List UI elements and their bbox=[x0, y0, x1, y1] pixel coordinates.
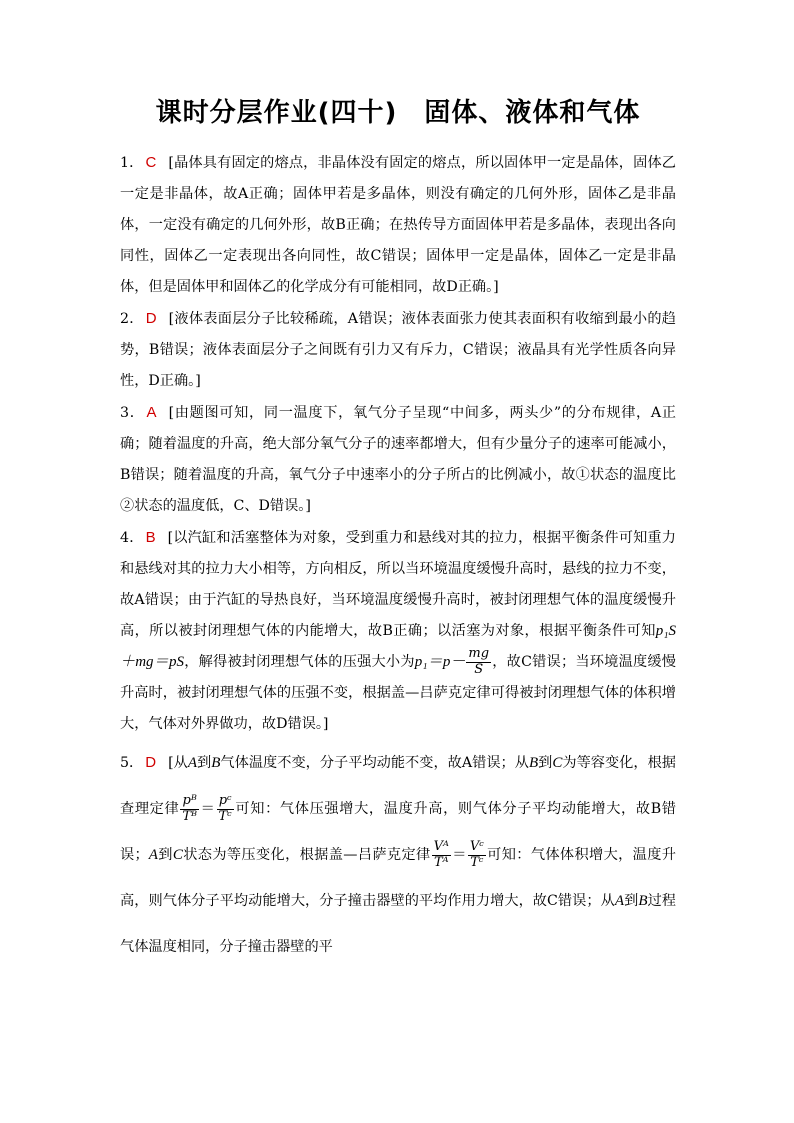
explanation-text: ，解得被封闭理想气体的压强大小为 bbox=[184, 654, 415, 670]
state-b: B bbox=[528, 755, 539, 771]
answer-item-1 bbox=[120, 147, 676, 303]
state-c: C bbox=[552, 755, 563, 771]
explanation-text: 到 bbox=[538, 755, 553, 771]
fraction-denominator: Tᶜ bbox=[470, 854, 484, 870]
fraction-vc-over-tc bbox=[468, 840, 486, 870]
fraction-pc-over-tc bbox=[217, 794, 234, 824]
fraction-numerator: Vᶜ bbox=[469, 839, 484, 855]
explanation-text: 过程气体温度相同，分子撞击器壁的平 bbox=[120, 893, 676, 955]
explanation-text: ，故C错误；当环境温度缓慢升高时，被封闭理想气体的压强不变，根据盖—吕萨克定律可得被封闭理想气体的体积增大，气体对外界做功，故D错误。] bbox=[120, 654, 676, 732]
explanation-text: [液体表面层分子比较稀疏，A错误；液体表面张力使其表面积有收缩到最小的趋势，B错误；液体表面层分子之间既有引力又有斥力，C错误；液晶具有光学性质各向异性，D正确。] bbox=[120, 311, 676, 389]
fraction-numerator: pᶜ bbox=[217, 794, 234, 809]
answer-letter: B bbox=[145, 529, 156, 546]
page-title: 课时分层作业(四十) 固体、液体和气体 bbox=[155, 98, 641, 128]
state-a: A bbox=[614, 893, 625, 909]
fraction-denominator: S bbox=[474, 661, 484, 677]
state-b: B bbox=[211, 755, 221, 771]
answer-item-5 bbox=[120, 740, 676, 970]
explanation-text: [晶体具有固定的熔点，非晶体没有固定的熔点，所以固体甲一定是晶体，固体乙一定是非晶体，故A正确；固体甲若是多晶体，则没有确定的几何外形，固体乙是非晶体，一定没有确定的几何外形，故B正确；在热传导方面固体甲若是多晶体，表现出各向同性，固体乙一定表现出各向同性，故C错误；固体甲一定是晶体，固体乙一定是非晶体，但是固体甲和固体乙的化学成分有可能相同，故D正确。] bbox=[120, 155, 676, 295]
explanation-text: 可知：气体压强增大，温度升高，则气体分子平均动能增大，故B错误； bbox=[120, 801, 676, 863]
state-a: A bbox=[148, 847, 158, 863]
explanation-text: [由题图可知，同一温度下，氧气分子呈现“中间多，两头少”的分布规律，A正确；随着温度的升高，绝大部分氧气分子的速率都增大，但有少量分子的速率可能减小，B错误；随着温度的升高，氧气分子中速率小的分子所占的比例减小，故①状态的温度比②状态的温度低，C、D错误。] bbox=[120, 405, 676, 514]
item-number: 1． bbox=[120, 155, 144, 171]
equals-sign: ＝ bbox=[200, 801, 216, 817]
explanation-text: [从 bbox=[168, 755, 188, 771]
fraction-pb-over-tb bbox=[180, 794, 199, 824]
answer-letter: A bbox=[146, 404, 157, 421]
fraction-denominator: Tᴮ bbox=[182, 808, 198, 824]
explanation-text: 到 bbox=[624, 893, 639, 909]
fraction-numerator: pᴮ bbox=[180, 794, 199, 809]
answer-letter: D bbox=[145, 310, 157, 327]
fraction-denominator: Tᶜ bbox=[218, 808, 232, 824]
answer-item-3 bbox=[120, 397, 676, 522]
explanation-text: 状态为等压变化，根据盖—吕萨克定律 bbox=[182, 847, 431, 863]
explanation-text: 到 bbox=[157, 847, 173, 863]
answer-letter: C bbox=[145, 154, 157, 171]
equation-pressure-lhs: p₁＝p－ bbox=[414, 654, 466, 670]
explanation-text: [以汽缸和活塞整体为对象，受到重力和悬线对其的拉力，根据平衡条件可知重力和悬线对其的拉力大小相等，方向相反，所以当环境温度缓慢升高时，悬线的拉力不变，故A错误；由于汽缸的导热良好，当环境温度缓慢升高时，被封闭理想气体的温度缓慢升高，所以被封闭理想气体的内能增大，故B正确；以活塞为对象，根据平衡条件可知 bbox=[120, 530, 676, 639]
item-number: 2． bbox=[120, 311, 144, 327]
fraction-numerator: mg bbox=[468, 646, 490, 662]
equals-sign: ＝ bbox=[451, 847, 467, 863]
answer-item-2 bbox=[120, 303, 676, 397]
explanation-text: 可知：气体体积增大，温度升高，则气体分子平均动能增大，分子撞击器壁的平均作用力增大，故C错误；从 bbox=[120, 847, 676, 909]
fraction-va-over-ta bbox=[432, 840, 451, 870]
item-number: 5． bbox=[120, 755, 144, 771]
fraction-numerator: Vᴬ bbox=[433, 839, 449, 855]
answer-item-4 bbox=[120, 522, 676, 740]
state-c: C bbox=[172, 847, 183, 863]
item-number: 4． bbox=[120, 530, 144, 546]
state-a: A bbox=[187, 755, 198, 771]
explanation-text: 到 bbox=[197, 755, 212, 771]
explanation-text: 气体温度不变，分子平均动能不变，故A错误；从 bbox=[220, 755, 529, 771]
item-number: 3． bbox=[120, 405, 145, 421]
state-b: B bbox=[638, 893, 648, 909]
fraction-mg-over-s bbox=[466, 647, 491, 677]
equation-balance: p₁S＋mg＝pS bbox=[120, 623, 676, 670]
answer-page bbox=[120, 92, 676, 970]
answer-letter: D bbox=[145, 754, 157, 771]
fraction-denominator: Tᴬ bbox=[433, 854, 449, 870]
explanation-text: 为等容变化，根据查理定律 bbox=[120, 755, 676, 817]
